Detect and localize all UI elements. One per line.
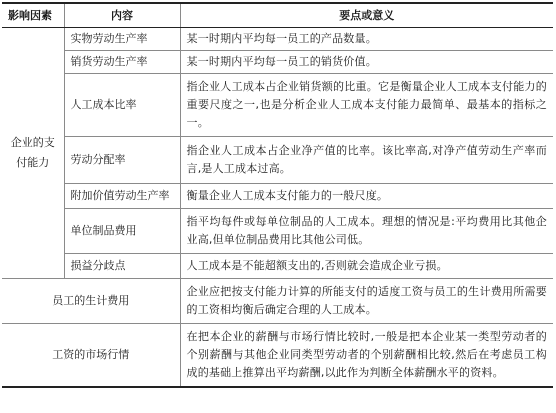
header-content: 内容 (64, 3, 180, 28)
table-row (2, 324, 553, 388)
row-desc: 指企业人工成本占企业净产值的比率。该比率高,对净产值劳动生产率而言,是人工成本过高。 (180, 137, 553, 184)
table-row (2, 74, 553, 137)
row-desc: 某一时期内平均每一员工的销货价值。 (180, 51, 553, 74)
table-row (2, 184, 553, 209)
row-item: 销货劳动生产率 (64, 51, 180, 74)
table-row (2, 28, 553, 51)
table-row (2, 254, 553, 279)
row-desc: 指企业人工成本占企业销货额的比重。它是衡量企业人工成本支付能力的重要尺度之一,也是分析企业人工成本支付能力最简单、最基本的指标之一。 (180, 74, 553, 137)
row-desc: 某一时期内平均每一员工的产品数量。 (180, 28, 553, 51)
row-item: 附加价值劳动生产率 (64, 184, 180, 209)
header-meaning: 要点或意义 (180, 3, 553, 28)
row-desc: 企业应把按支付能力计算的所能支付的适度工资与员工的生计费用所需要的工资相均衡后确定合理的人工成本。 (180, 279, 553, 324)
table-row (2, 51, 553, 74)
group-label: 企业的支付能力 (2, 28, 64, 279)
row-desc: 指平均每件或每单位制品的人工成本。理想的情况是:平均费用比其他企业高,但单位制品费用比其他公司低。 (180, 209, 553, 254)
row-item: 单位制品费用 (64, 209, 180, 254)
row-desc: 人工成本是不能超额支出的,否则就会造成企业亏损。 (180, 254, 553, 279)
header-factor: 影响因素 (2, 3, 64, 28)
merged-row-item: 员工的生计费用 (2, 279, 180, 324)
merged-row-item: 工资的市场行情 (2, 324, 180, 388)
salary-factors-table (2, 2, 553, 388)
table-header-row (2, 3, 553, 28)
document (2, 2, 553, 410)
table-row (2, 209, 553, 254)
row-desc: 衡量企业人工成本支付能力的一般尺度。 (180, 184, 553, 209)
row-item: 损益分歧点 (64, 254, 180, 279)
row-item: 劳动分配率 (64, 137, 180, 184)
row-item: 实物劳动生产率 (64, 28, 180, 51)
table-row (2, 279, 553, 324)
table-row (2, 137, 553, 184)
row-item: 人工成本比率 (64, 74, 180, 137)
row-desc: 在把本企业的薪酬与市场行情比较时,一般是把本企业某一类型劳动者的个别薪酬与其他企业同类型劳动者的个别薪酬相比较,然后在考虑员工构成的基础上推算出平均薪酬,以此作为判断全体薪酬水平的资料。 (180, 324, 553, 388)
